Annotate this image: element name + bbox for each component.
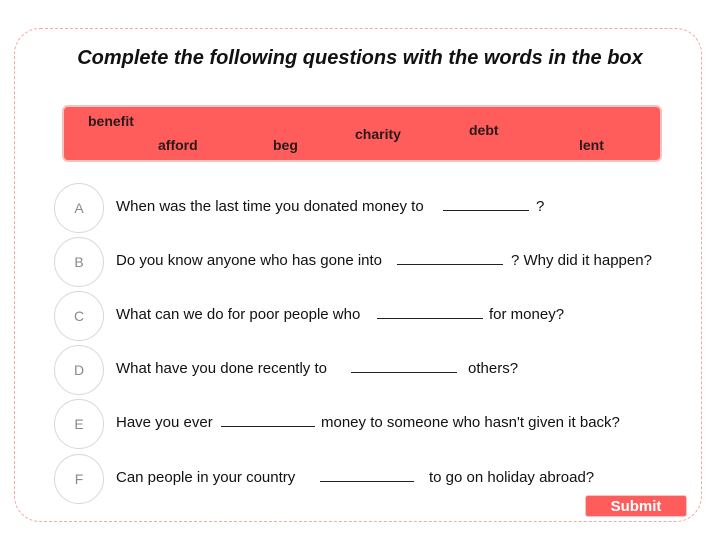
answer-blank[interactable] [443, 210, 529, 211]
question-text-before: Can people in your country [116, 469, 296, 486]
word-chip[interactable]: benefit [88, 113, 134, 129]
word-chip[interactable]: afford [158, 137, 198, 153]
word-chip[interactable]: debt [469, 122, 499, 138]
question-text-after: others? [468, 360, 519, 377]
submit-button[interactable]: Submit [585, 495, 687, 517]
question-text-after: for money? [489, 306, 565, 323]
word-chip[interactable]: beg [273, 137, 298, 153]
question-row [54, 291, 714, 341]
question-text-before: When was the last time you donated money to [116, 198, 424, 215]
question-row [54, 345, 714, 395]
question-row [54, 237, 714, 287]
question-text-before: What have you done recently to [116, 360, 327, 377]
answer-blank[interactable] [320, 481, 414, 482]
question-text-after: ? Why did it happen? [511, 252, 652, 269]
question-row [54, 399, 714, 449]
answer-blank[interactable] [221, 426, 315, 427]
question-letter-badge: E [54, 399, 104, 449]
word-chip[interactable]: lent [579, 137, 604, 153]
question-letter-badge: A [54, 183, 104, 233]
page-title: Complete the following questions with the words in the box [77, 47, 643, 69]
question-text-before: What can we do for poor people who [116, 306, 361, 323]
question-letter-badge: D [54, 345, 104, 395]
answer-blank[interactable] [397, 264, 503, 265]
question-text-before: Have you ever [116, 414, 213, 431]
word-chip[interactable]: charity [355, 126, 401, 142]
question-row [54, 183, 714, 233]
question-text-after: to go on holiday abroad? [429, 469, 595, 486]
question-letter-badge: F [54, 454, 104, 504]
answer-blank[interactable] [377, 318, 483, 319]
answer-blank[interactable] [351, 372, 457, 373]
question-text-before: Do you know anyone who has gone into [116, 252, 383, 269]
question-text-after: ? [536, 198, 545, 215]
question-letter-badge: C [54, 291, 104, 341]
question-text-after: money to someone who hasn't given it back? [321, 414, 620, 431]
question-letter-badge: B [54, 237, 104, 287]
word-box [62, 105, 662, 162]
